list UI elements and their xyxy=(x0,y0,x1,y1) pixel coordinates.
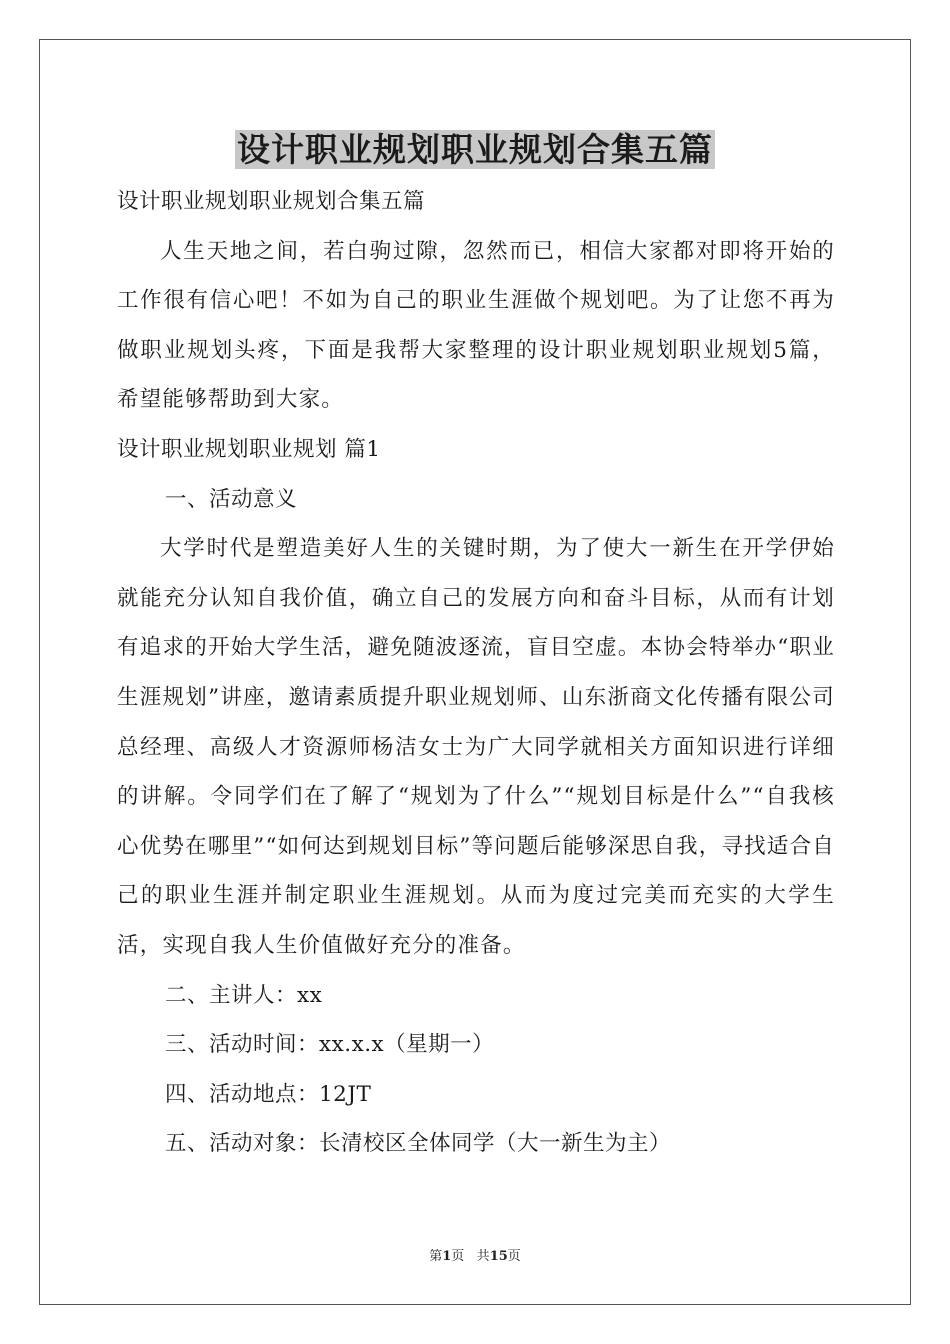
section-heading: 设计职业规划职业规划 篇1 xyxy=(117,436,381,462)
total-pages: 15 xyxy=(489,1249,508,1264)
page-suffix: 页 xyxy=(451,1249,465,1264)
page-prefix: 第 xyxy=(429,1249,443,1264)
body-paragraph: 大学时代是塑造美好人生的关键时期，为了使大一新生在开学伊始就能充分认知自我价值，确立自己的发展方向和奋斗目标，从而有计划有追求的开始大学生活，避免随波逐流，盲目空虚。本协会特举办“职业生涯规划”讲座，邀请素质提升职业规划师、山东浙商文化传播有限公司总经理、高级人才资源师杨洁女士为广大同学就相关方面知识进行详细的讲解。令同学们在了解了“规划为了什么”“规划目标是什么”“自我核心优势在哪里”“如何达到规划目标”等问题后能够深思自我，寻找适合自己的职业生涯并制定职业生涯规划。从而为度过完美而充实的大学生活，实现自我人生价值做好充分的准备。 xyxy=(117,536,835,958)
list-item-significance: 一、活动意义 xyxy=(165,486,298,512)
list-item-location: 四、活动地点：12JT xyxy=(165,1081,372,1107)
document-title-text: 设计职业规划职业规划合集五篇 xyxy=(237,130,713,169)
intro-paragraph: 人生天地之间，若白驹过隙，忽然而已，相信大家都对即将开始的工作很有信心吧！不如为自己的职业生涯做个规划吧。为了让您不再为做职业规划头疼，下面是我帮大家整理的设计职业规划职业规划5篇，希望能够帮助到大家。 xyxy=(117,238,835,413)
list-item-audience: 五、活动对象：长清校区全体同学（大一新生为主） xyxy=(165,1131,672,1157)
page-footer xyxy=(0,1247,950,1267)
total-prefix: 共 xyxy=(476,1249,490,1264)
list-item-speaker: 二、主讲人：xx xyxy=(165,982,323,1008)
total-suffix: 页 xyxy=(507,1249,521,1264)
page-number: 1 xyxy=(442,1249,452,1264)
document-title xyxy=(0,124,950,176)
document-subtitle: 设计职业规划职业规划合集五篇 xyxy=(117,189,426,214)
list-item-time: 三、活动时间：xx.x.x（星期一） xyxy=(165,1032,495,1058)
document-body xyxy=(117,177,835,1169)
